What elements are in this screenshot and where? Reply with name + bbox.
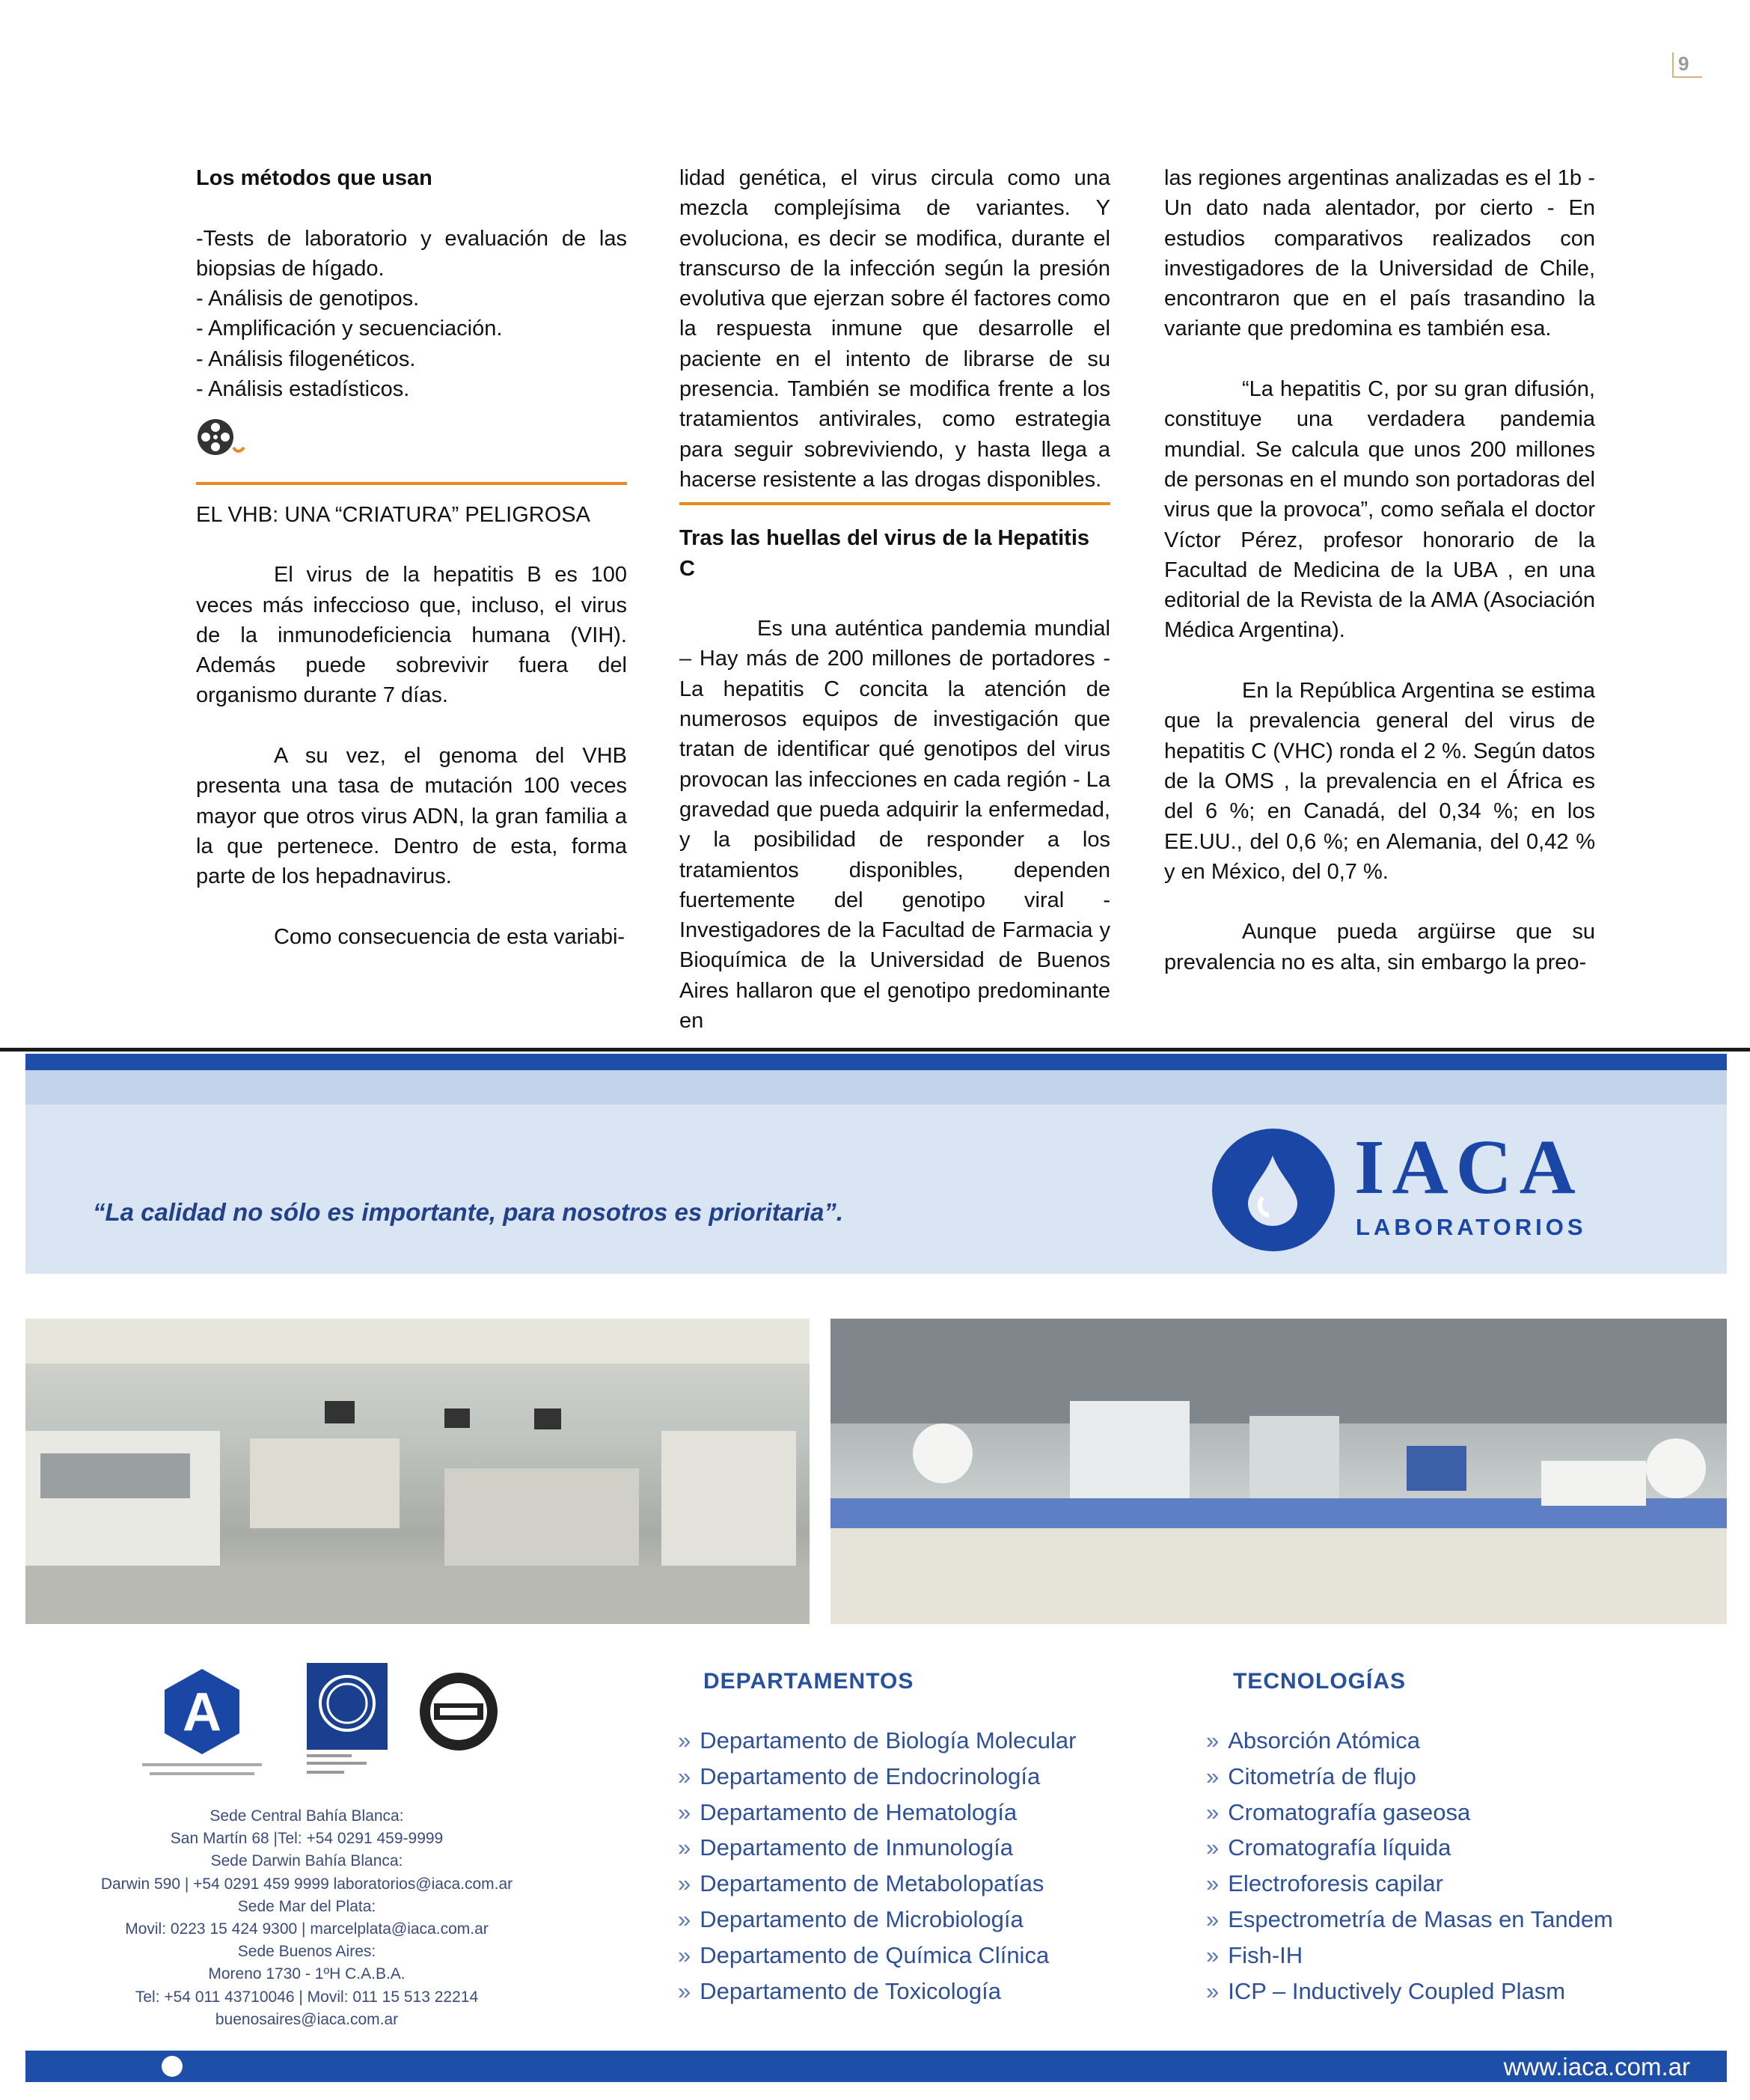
- method-item: - Análisis de genotipos.: [196, 287, 420, 311]
- website-link[interactable]: www.iaca.com.ar: [1503, 2053, 1690, 2081]
- ad-blue-bar: [25, 1054, 1727, 1070]
- method-item: - Amplificación y secuenciación.: [196, 317, 503, 341]
- list-item: » Absorción Atómica: [1206, 1723, 1613, 1759]
- drop-icon: [1243, 1153, 1302, 1227]
- paragraph: Es una auténtica pandemia mundial – Hay más de 200 millones de portadores - La hepatitis C concita la atención de numerosos equipos de investigación que tratan de identificar qué genotipos del virus provocan las infecciones en cada región - La gravedad que pueda adquirir la enfermedad, y la posibilidad de responder a los tratamientos disponibles, dependen fuertemente del genotipo viral - Investigadores de la Facultad de Farmacia y Bioquímica de la Universidad de Buenos Aires hallaron que el genotipo predominante en: [679, 617, 1110, 1034]
- column-1: [196, 163, 627, 952]
- list-item: » Fish-IH: [1206, 1938, 1613, 1974]
- method-item: - Análisis filogenéticos.: [196, 347, 416, 371]
- footer-dot-icon: [162, 2056, 183, 2077]
- list-item: » Departamento de Química Clínica: [678, 1938, 1076, 1974]
- departamentos-list: [678, 1723, 1076, 2009]
- method-item: biopsias de hígado.: [196, 256, 385, 281]
- tecnologias-list: [1206, 1723, 1613, 2009]
- accreditation-a-icon: [163, 1667, 241, 1756]
- list-item: » Departamento de Hematología: [678, 1795, 1076, 1831]
- list-item: » Espectrometría de Masas en Tandem: [1206, 1902, 1613, 1938]
- list-item: » Citometría de flujo: [1206, 1759, 1613, 1795]
- sede-line: San Martín 68 |Tel: +54 0291 459-9999: [170, 1830, 444, 1848]
- list-item: » Departamento de Biología Molecular: [678, 1723, 1076, 1759]
- method-item: -Tests de laboratorio y evaluación de las: [196, 226, 627, 251]
- list-item: » Departamento de Microbiología: [678, 1902, 1076, 1938]
- list-item: » Cromatografía líquida: [1206, 1830, 1613, 1866]
- list-item: » Departamento de Inmunología: [678, 1830, 1076, 1866]
- tecnologias-heading: TECNOLOGÍAS: [1233, 1669, 1407, 1694]
- list-item: » Departamento de Metabolopatías: [678, 1866, 1076, 1902]
- ad-top-line: [0, 1048, 1750, 1051]
- iaca-logo-text: IACA: [1354, 1124, 1583, 1210]
- oaa-certification-icon: [307, 1663, 388, 1750]
- oaa-caption: [307, 1751, 389, 1780]
- sede-line: Sede Darwin Bahía Blanca:: [210, 1852, 403, 1870]
- sede-line: Sede Buenos Aires:: [237, 1943, 376, 1961]
- sede-line: Darwin 590 | +54 0291 459 9999 laboratorios@iaca.com.ar: [100, 1875, 513, 1893]
- sede-line: Movil: 0223 15 424 9300 | marcelplata@iaca.com.ar: [125, 1920, 489, 1938]
- column-2: [679, 163, 1110, 1036]
- list-item: » Departamento de Toxicología: [678, 1974, 1076, 2009]
- section-divider: [679, 502, 1110, 505]
- accreditation-caption: [135, 1760, 269, 1783]
- ad-footer-bar: [25, 2051, 1727, 2082]
- list-item: » Cromatografía gaseosa: [1206, 1795, 1613, 1831]
- laboratory-photo: [25, 1319, 810, 1624]
- sede-contact-block: [45, 1805, 569, 2031]
- paragraph: “La hepatitis C, por su gran difusión, constituye una verdadera pandemia mundial. Se calcula que unos 200 millones de personas en el mundo son portadoras del virus que la provoca”, como señala el doctor Víctor Pérez, profesor honorario de la Facultad de Medicina de la UBA , en una editorial de la Revista de la AMA (Asociación Médica Argentina).: [1164, 377, 1595, 643]
- method-item: - Análisis estadísticos.: [196, 377, 410, 402]
- sede-line: Moreno 1730 - 1ºH C.A.B.A.: [208, 1965, 406, 1983]
- list-item: » Departamento de Endocrinología: [678, 1759, 1076, 1795]
- laboratory-photo: [830, 1319, 1727, 1624]
- sede-line: Sede Central Bahía Blanca:: [209, 1807, 404, 1825]
- paragraph: las regiones argentinas analizadas es el 1b - Un dato nada alentador, por cierto - En estudios comparativos realizados con investigadores de la Universidad de Chile, encontraron que en el país trasandino la variante que predomina es también esa.: [1164, 166, 1595, 341]
- paragraph: El virus de la hepatitis B es 100 veces más infeccioso que, incluso, el virus de la inmunodeficiencia humana (VIH). Además puede sobrevivir fuera del organismo durante 7 días.: [196, 563, 627, 708]
- iaca-logo-subtitle: LABORATORIOS: [1356, 1214, 1587, 1240]
- hepatitis-c-heading: Tras las huellas del virus de la Hepatitis C: [679, 526, 1090, 581]
- methods-heading: Los métodos que usan: [196, 166, 432, 190]
- column-3: [1164, 163, 1595, 977]
- paragraph: lidad genética, el virus circula como una mezcla complejísima de variantes. Y evoluciona, es decir se modifica, durante el transcurso de la infección según la presión evolutiva que ejerzan sobre él factores como la respuesta inmune que desarrolle el paciente en el intento de librarse de su presencia. También se modifica frente a los tratamientos antivirales, como estrategia para seguir sobreviviendo, y hasta llega a hacerse resistente a las drogas disponibles.: [679, 166, 1110, 492]
- paragraph: En la República Argentina se estima que la prevalencia general del virus de hepatitis C (VHC) ronda el 2 %. Según datos de la OMS , la prevalencia en el África es del 6 %; en Canadá, del 0,34 %; en los EE.UU., del 0,6 %; en Alemania, del 0,42 % y en México, del 0,7 %.: [1164, 679, 1595, 884]
- iram-iqnet-seal-icon: [417, 1670, 500, 1753]
- page-number: 9: [1672, 52, 1702, 78]
- ad-slogan: “La calidad no sólo es importante, para nosotros es prioritaria”.: [93, 1198, 844, 1226]
- sede-line: Sede Mar del Plata:: [237, 1897, 376, 1915]
- paragraph: A su vez, el genoma del VHB presenta una tasa de mutación 100 veces mayor que otros virus ADN, la gran familia a la que pertenece. Dentro de esta, forma parte de los hepadnavirus.: [196, 744, 627, 889]
- section-divider: [196, 482, 627, 485]
- film-reel-icon: [196, 415, 250, 460]
- list-item: » ICP – Inductively Coupled Plasm: [1206, 1974, 1613, 2009]
- section-title: EL VHB: UNA “CRIATURA” PELIGROSA: [196, 502, 590, 527]
- list-item: » Electroforesis capilar: [1206, 1866, 1613, 1902]
- svg-text:A: A: [183, 1682, 221, 1742]
- departamentos-heading: DEPARTAMENTOS: [703, 1669, 914, 1694]
- sede-line: buenosaires@iaca.com.ar: [215, 2010, 399, 2028]
- sede-line: Tel: +54 011 43710046 | Movil: 011 15 513 22214: [135, 1988, 479, 2006]
- paragraph: Aunque pueda argüirse que su prevalencia no es alta, sin embargo la preo-: [1164, 920, 1595, 974]
- paragraph: Como consecuencia de esta variabi-: [274, 924, 625, 949]
